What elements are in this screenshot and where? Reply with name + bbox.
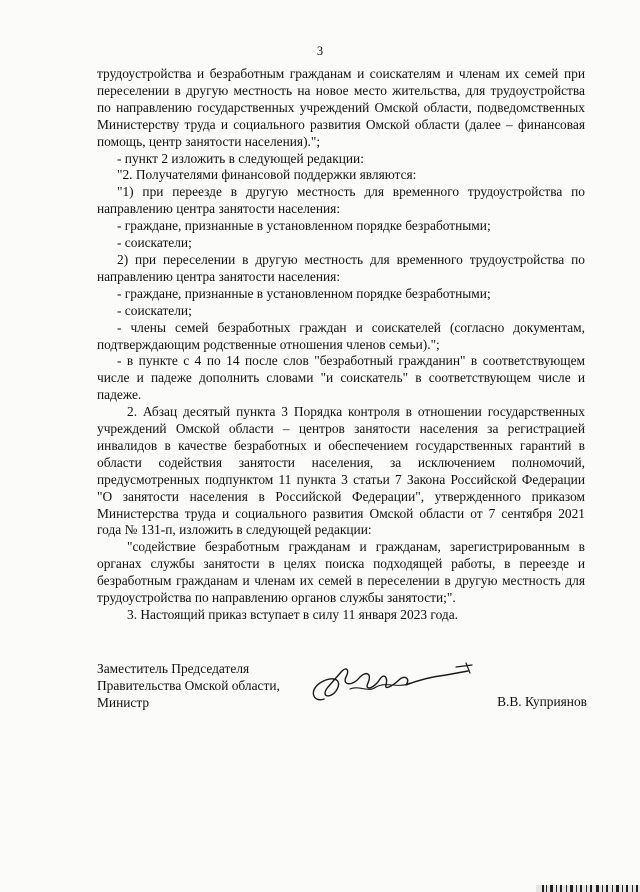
paragraph: - соискатели;	[117, 302, 192, 318]
paragraph: - в пункте с 4 по 14 после слов "безработный гражданин" в соответствующем числе и падеже дополнить словами "и соискатель" в соответствующем числе и падеже.	[97, 353, 585, 403]
paragraph: 3. Настоящий приказ вступает в силу 11 января 2023 года.	[127, 607, 458, 622]
signatory-name: В.В. Куприянов	[497, 694, 587, 709]
handwritten-signature	[306, 659, 476, 709]
paragraph: "1) при переезде в другую местность для временного трудоустройства по направлению центра занятости населения:	[97, 184, 585, 217]
paragraph: - граждане, признанные в установленном порядке безработными;	[117, 285, 491, 301]
paragraph: - граждане, признанные в установленном порядке безработными;	[117, 218, 491, 234]
signatory-title-line: Министр	[97, 694, 150, 710]
signatory-title-line: Правительства Омской области,	[97, 677, 280, 693]
paragraph: - пункт 2 изложить в следующей редакции:	[117, 150, 364, 166]
paragraph: "содействие безработным гражданам и гражданам, зарегистрированным в органах службы занятости в целях поиска подходящей работы, в переезде и безработным гражданам и членам их семей в переселении в другую местность для трудоустройства по направлению органов службы занятости;".	[97, 539, 585, 606]
signature-block	[97, 661, 587, 731]
page-number: 3	[316, 44, 324, 58]
paragraph: 2) при переселении в другую местность для временного трудоустройства по направлению центра занятости населения:	[97, 251, 585, 284]
paragraph: "2. Получателями финансовой поддержки являются:	[117, 167, 417, 183]
paragraph: трудоустройства и безработным гражданам и соискателям и членам их семей при переселении в другую местность на новое место жительства, для трудоустройства по направлению государственных учреждений Омской области, подведомственных Министерству труда и социального развития Омской области (далее – финансовая помощь, центр занятости населения).";	[97, 66, 585, 149]
scan-barcode-strip	[536, 879, 640, 892]
signatory-title-line: Заместитель Председателя	[97, 661, 250, 676]
paragraph: - члены семей безработных граждан и соискателей (согласно документам, подтверждающим родственные отношения членов семьи).";	[97, 319, 585, 352]
paragraph: 2. Абзац десятый пункта 3 Порядка контроля в отношении государственных учреждений Омской области – центров занятости населения за регистрацией инвалидов в качестве безработных и обеспечением государственных гарантий в области содействия занятости населения, за исключением полномочий, предусмотренных подпунктом 11 пункта 3 статьи 7 Закона Российской Федерации "О занятости населения в Российской Федерации", утвержденного приказом Министерства труда и социального развития Омской области от 7 сентября 2021 года № 131-п, изложить в следующей редакции:	[97, 404, 585, 538]
document-body	[97, 66, 585, 624]
paragraph: - соискатели;	[117, 235, 192, 251]
